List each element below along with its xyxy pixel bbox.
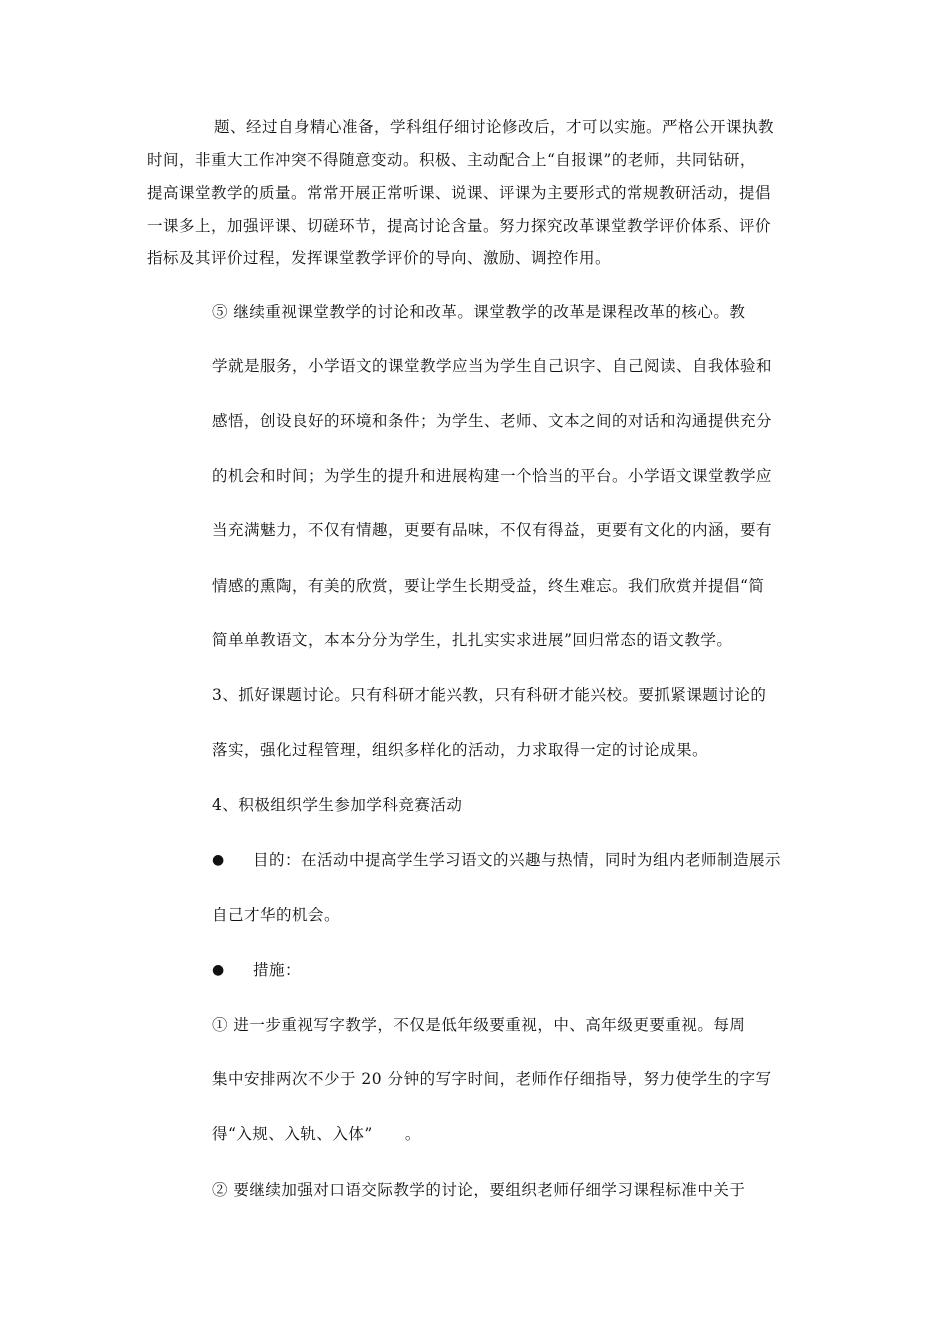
measures-label: 措施： (253, 961, 302, 979)
text-line: ⑤ 继续重视课堂教学的讨论和改革。课堂教学的改革是课程改革的核心。教 (212, 303, 746, 321)
bullet-icon: ● (212, 852, 225, 868)
text-line: 一课多上，加强评课、切磋环节，提高讨论含量。努力探究改革课堂教学评价体系、评价 (147, 217, 772, 235)
text-line: ① 进一步重视写字教学，不仅是低年级要重视，中、高年级更要重视。每周 (212, 1016, 746, 1034)
text-line: 学就是服务，小学语文的课堂教学应当为学生自己识字、自己阅读、自我体验和 (212, 357, 773, 375)
text-line: 集中安排两次不少于 20 分钟的写字时间，老师作仔细指导，努力使学生的字写 (212, 1070, 772, 1088)
bullet-icon: ● (212, 962, 225, 978)
text-line: 指标及其评价过程，发挥课堂教学评价的导向、激励、调控作用。 (147, 249, 612, 267)
text-line: 得“入规、入轨、入体” 。 (212, 1125, 421, 1143)
text-line: 目的：在活动中提高学生学习语文的兴趣与热情，同时为组内老师制造展示 (253, 851, 782, 869)
text-line: 当充满魅力，不仅有情趣，更要有品味，不仅有得益，更要有文化的内涵，要有 (212, 521, 773, 539)
section-heading: 4、积极组织学生参加学科竞赛活动 (212, 796, 463, 814)
text-line: 时间，非重大工作冲突不得随意变动。积极、主动配合上“自报课”的老师，共同钻研， (147, 151, 756, 169)
text-line: ② 要继续加强对口语交际教学的讨论，要组织老师仔细学习课程标准中关于 (212, 1181, 746, 1199)
text-line: 感悟，创设良好的环境和条件；为学生、老师、文本之间的对话和沟通提供充分 (212, 412, 773, 430)
text-line: 提高课堂教学的质量。常常开展正常听课、说课、评课为主要形式的常规教研活动，提倡 (147, 184, 772, 202)
text-line: 落实，强化过程管理，组织多样化的活动，力求取得一定的讨论成果。 (212, 741, 709, 759)
text-line: 自己才华的机会。 (212, 906, 341, 924)
text-line: 题、经过自身精心准备，学科组仔细讨论修改后，才可以实施。严格公开课执教 (214, 118, 775, 136)
text-line: 情感的熏陶，有美的欣赏，要让学生长期受益，终生难忘。我们欣赏并提倡“简 (212, 577, 765, 595)
text-line: 3、抓好课题讨论。只有科研才能兴教，只有科研才能兴校。要抓紧课题讨论的 (212, 686, 767, 704)
text-line: 的机会和时间；为学生的提升和进展构建一个恰当的平台。小学语文课堂教学应 (212, 467, 773, 485)
text-line: 简单单教语文，本本分分为学生，扎扎实实求进展”回归常态的语文教学。 (212, 631, 733, 649)
